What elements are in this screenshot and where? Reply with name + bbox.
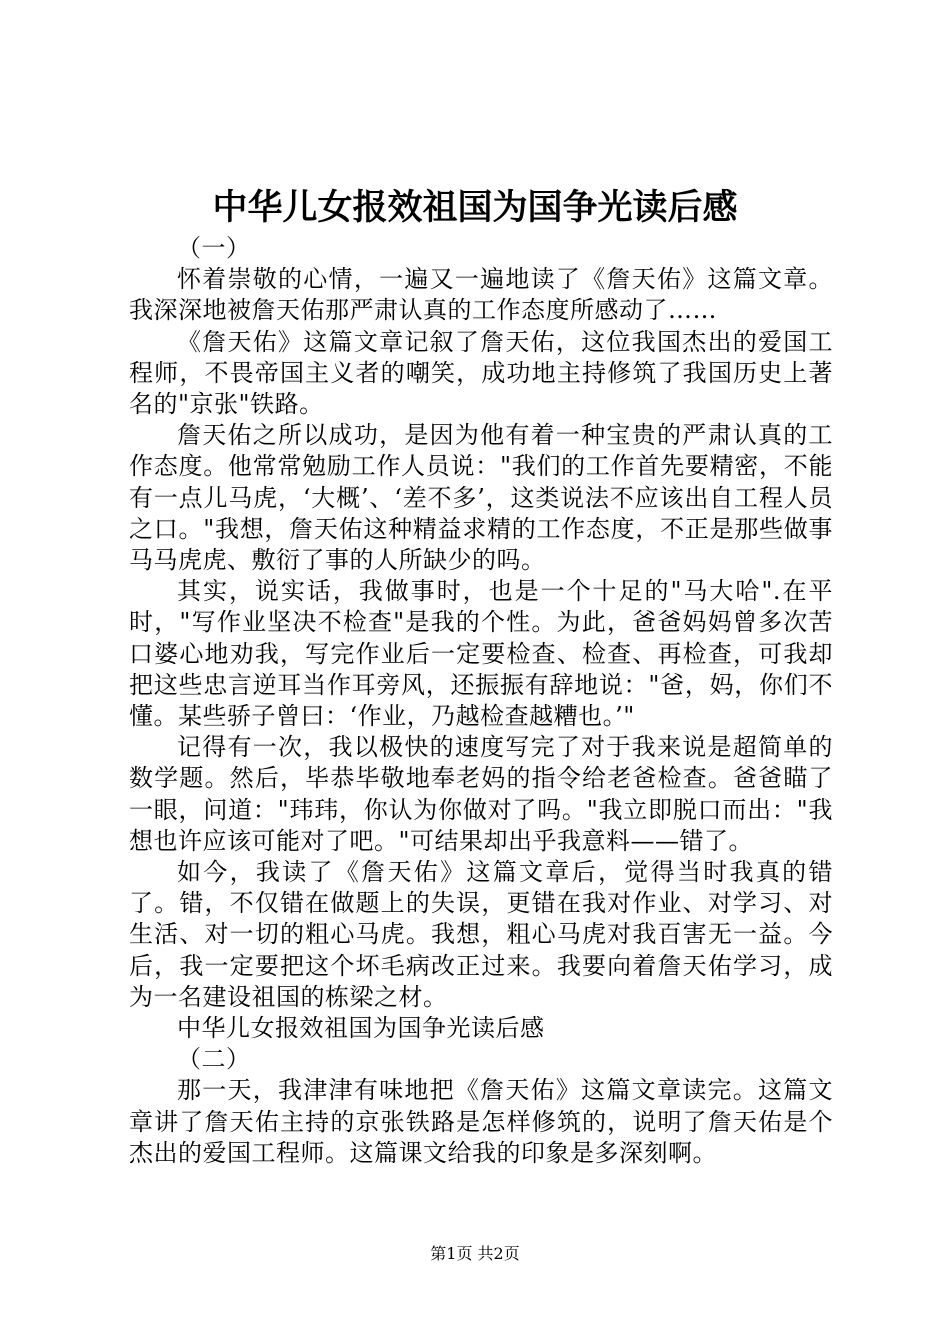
subtitle-repeat: 中华儿女报效祖国为国争光读后感 [177, 1014, 545, 1043]
document-title: 中华儿女报效祖国为国争光读后感 [212, 187, 738, 228]
paragraph: 《詹天佑》这篇文章记叙了詹天佑，这位我国杰出的爱国工程师，不畏帝国主义者的嘲笑，成功地主持修筑了我国历史上著名的"京张"铁路。 [129, 327, 833, 419]
page-number-footer: 第1页 共2页 [430, 1244, 520, 1263]
paragraph: 如今，我读了《詹天佑》这篇文章后，觉得当时我真的错了。错，不仅错在做题上的失误，更错在我对作业、对学习、对生活、对一切的粗心马虎。我想，粗心马虎对我百害无一益。今后，我一定要把这个坏毛病改正过来。我要向着詹天佑学习，成为一名建设祖国的栋梁之材。 [129, 858, 833, 1011]
document-body [129, 233, 833, 1169]
section-marker-one: （一） [177, 234, 251, 262]
paragraph: 詹天佑之所以成功，是因为他有着一种宝贵的严肃认真的工作态度。他常常勉励工作人员说："我们的工作首先要精密，不能有一点儿马虎，‘大概’、‘差不多’，这类说法不应该出自工程人员之口。"我想，詹天佑这种精益求精的工作态度，不正是那些做事马马虎虎、敷衍了事的人所缺少的吗。 [129, 421, 833, 575]
paragraph: 那一天，我津津有味地把《詹天佑》这篇文章读完。这篇文章讲了詹天佑主持的京张铁路是怎样修筑的，说明了詹天佑是个杰出的爱国工程师。这篇课文给我的印象是多深刻啊。 [129, 1076, 833, 1167]
section-marker-two: （二） [177, 1045, 251, 1074]
paragraph: 记得有一次，我以极快的速度写完了对于我来说是超简单的数学题。然后，毕恭毕敬地奉老妈的指令给老爸检查。爸爸瞄了一眼，问道："玮玮，你认为你做对了吗。"我立即脱口而出："我想也许应该可能对了吧。"可结果却出乎我意料——错了。 [129, 733, 833, 855]
paragraph: 其实，说实话，我做事时，也是一个十足的"马大哈".在平时，"写作业坚决不检查"是我的个性。为此，爸爸妈妈曾多次苦口婆心地劝我，写完作业后一定要检查、检查、再检查，可我却把这些忠言逆耳当作耳旁风，还振振有辞地说："爸，妈，你们不懂。某些骄子曾曰：‘作业，乃越检查越糟也。’" [129, 577, 833, 731]
paragraph: 怀着崇敬的心情，一遍又一遍地读了《詹天佑》这篇文章。我深深地被詹天佑那严肃认真的工作态度所感动了…… [129, 265, 833, 325]
